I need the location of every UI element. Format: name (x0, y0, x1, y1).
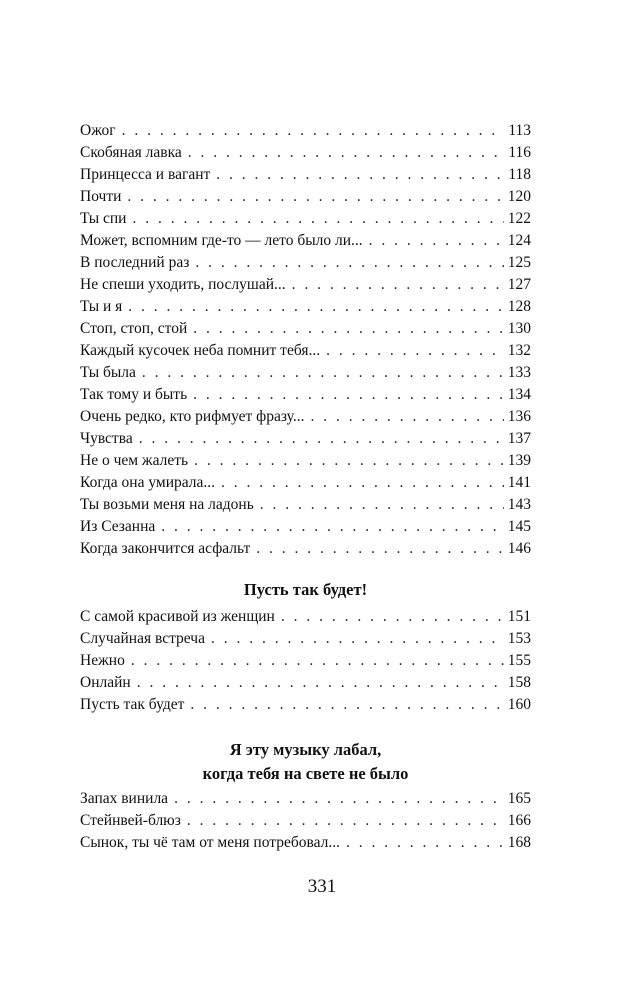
toc-leader-dots (161, 516, 503, 538)
toc-leader-dots (190, 694, 503, 716)
toc-entry (80, 516, 531, 538)
page-number: 331 (307, 876, 337, 897)
toc-entry (80, 628, 531, 650)
toc-entry-title: С самой красивой из женщин (80, 608, 275, 625)
toc-entry-page: 151 (507, 608, 531, 625)
toc-entry-title: Каждый кусочек неба помнит тебя... (80, 342, 321, 359)
toc-entry-page: 136 (507, 408, 531, 425)
toc-entry-title: Стейнвей-блюз (80, 812, 181, 829)
toc-entry (80, 318, 531, 340)
toc-entry-page: 168 (507, 834, 531, 851)
toc-section-3 (80, 788, 531, 854)
toc-entry-page: 133 (507, 364, 531, 381)
toc-entry (80, 186, 531, 208)
toc-leader-dots (188, 142, 505, 164)
toc-entry (80, 230, 531, 252)
toc-leader-dots (221, 472, 504, 494)
toc-entry-page: 132 (507, 342, 531, 359)
toc-entry (80, 208, 531, 230)
toc-entry (80, 672, 531, 694)
toc-entry-page: 166 (507, 812, 531, 829)
toc-leader-dots (256, 538, 503, 560)
toc-entry-title: Онлайн (80, 674, 131, 691)
toc-entry-title: Когда закончится асфальт (80, 540, 251, 557)
toc-entry-title: Пусть так будет (80, 696, 185, 713)
toc-entry-page: 160 (507, 696, 531, 713)
toc-leader-dots (122, 120, 505, 142)
toc-entry-title: Может, вспомним где-то — лето было ли... (80, 232, 363, 249)
toc-entry (80, 252, 531, 274)
toc-entry-title: Почти (80, 188, 122, 205)
toc-entry-title: Не спеши уходить, послушай... (80, 276, 286, 293)
toc-entry (80, 362, 531, 384)
toc-entry (80, 450, 531, 472)
toc-entry-title: Ты была (80, 364, 136, 381)
toc-entry (80, 472, 531, 494)
toc-entry-page: 125 (507, 254, 531, 271)
toc-entry (80, 274, 531, 296)
toc-entry-title: Не о чем жалеть (80, 452, 189, 469)
toc-entry-page: 118 (508, 166, 531, 183)
toc-entry (80, 164, 531, 186)
toc-entry-page: 128 (507, 298, 531, 315)
toc-entry (80, 142, 531, 164)
section-heading (80, 578, 531, 602)
toc-leader-dots (369, 230, 504, 252)
toc-entry-title: Сынок, ты чё там от меня потребовал... (80, 834, 340, 851)
toc-entry-page: 127 (507, 276, 531, 293)
toc-entry (80, 606, 531, 628)
toc-entry (80, 694, 531, 716)
toc-entry-page: 153 (507, 630, 531, 647)
toc-leader-dots (187, 810, 504, 832)
toc-entry-page: 137 (507, 430, 531, 447)
toc-entry (80, 788, 531, 810)
toc-entry-title: В последний раз (80, 254, 190, 271)
toc-entry-title: Ты возьми меня на ладонь (80, 496, 254, 513)
toc-entry-title: Когда она умирала... (80, 474, 215, 491)
toc-leader-dots (194, 450, 504, 472)
toc-entry-title: Очень редко, кто рифмует фразу... (80, 408, 305, 425)
toc-leader-dots (292, 274, 504, 296)
toc-leader-dots (132, 208, 503, 230)
toc-entry-page: 158 (507, 674, 531, 691)
toc-entry-title: Так тому и быть (80, 386, 188, 403)
toc-entry-title: Ожог (80, 122, 116, 139)
toc-section-2 (80, 606, 531, 716)
toc-entry (80, 120, 531, 142)
toc-entry-title: Чувства (80, 430, 133, 447)
toc-entry-title: Скобяная лавка (80, 144, 182, 161)
toc-entry (80, 810, 531, 832)
toc-entry-title: Случайная встреча (80, 630, 205, 647)
toc-entry (80, 832, 531, 854)
toc-entry-page: 113 (508, 122, 531, 139)
section-heading-line: Я эту музыку лабал, (229, 740, 382, 759)
section-heading-line: Пусть так будет! (243, 580, 368, 599)
toc-entry (80, 406, 531, 428)
toc-entry (80, 340, 531, 362)
toc-leader-dots (193, 318, 504, 340)
toc-entry (80, 428, 531, 450)
toc-entry-page: 165 (507, 790, 531, 807)
toc-entry-page: 116 (508, 144, 531, 161)
toc-leader-dots (128, 296, 503, 318)
toc-leader-dots (346, 832, 504, 854)
toc-entry-page: 141 (507, 474, 531, 491)
section-heading (80, 738, 531, 786)
toc-entry (80, 538, 531, 560)
toc-entry-page: 130 (507, 320, 531, 337)
section-heading-line: когда тебя на свете не было (202, 764, 409, 783)
toc-entry-page: 146 (507, 540, 531, 557)
toc-entry-page: 145 (507, 518, 531, 535)
toc-entry (80, 650, 531, 672)
toc-leader-dots (142, 362, 504, 384)
toc-entry (80, 494, 531, 516)
toc-leader-dots (127, 186, 503, 208)
toc-entry-title: Запах винила (80, 790, 169, 807)
toc-entry-page: 143 (507, 496, 531, 513)
toc-section-1 (80, 120, 531, 560)
toc-leader-dots (281, 606, 504, 628)
toc-entry (80, 296, 531, 318)
toc-entry-page: 120 (507, 188, 531, 205)
toc-entry-title: Принцесса и вагант (80, 166, 211, 183)
toc-leader-dots (326, 340, 504, 362)
toc-leader-dots (260, 494, 504, 516)
toc-leader-dots (137, 672, 504, 694)
toc-entry-page: 134 (507, 386, 531, 403)
toc-entry-page: 155 (507, 652, 531, 669)
toc-entry-title: Ты и я (80, 298, 123, 315)
toc-leader-dots (193, 384, 504, 406)
toc-entry-title: Из Сезанна (80, 518, 156, 535)
toc-leader-dots (139, 428, 504, 450)
toc-entry-page: 139 (507, 452, 531, 469)
toc-entry-title: Нежно (80, 652, 125, 669)
toc-entry-title: Ты спи (80, 210, 127, 227)
toc-entry-page: 122 (507, 210, 531, 227)
toc-leader-dots (310, 406, 503, 428)
toc-leader-dots (216, 164, 504, 186)
toc-leader-dots (131, 650, 504, 672)
toc-entry-title: Стоп, стоп, стой (80, 320, 188, 337)
toc-leader-dots (211, 628, 504, 650)
toc-leader-dots (195, 252, 503, 274)
toc-leader-dots (174, 788, 504, 810)
toc-entry (80, 384, 531, 406)
toc-entry-page: 124 (507, 232, 531, 249)
